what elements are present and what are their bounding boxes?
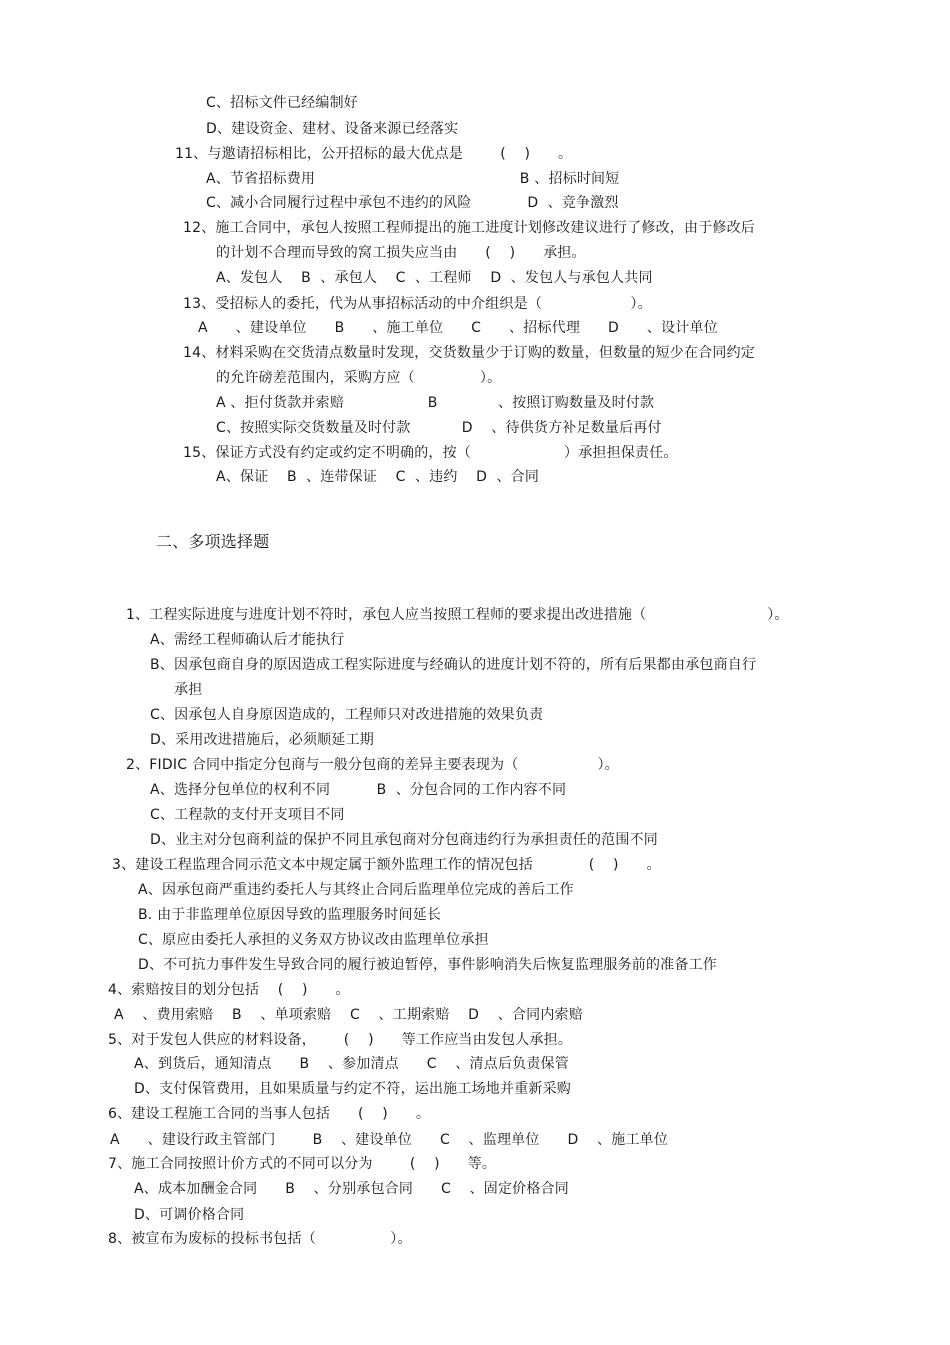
option-line: D、可调价格合同 (134, 1207, 245, 1223)
question-line: 15、保证方式没有约定或约定不明确的，按（ ）承担担保责任。 (183, 445, 678, 461)
option-line: 承担 (174, 682, 203, 698)
question-line: 11、与邀请招标相比，公开招标的最大优点是 ( ) 。 (175, 146, 573, 162)
option-line: C、因承包人自身原因造成的，工程师只对改进措施的效果负责 (150, 707, 544, 723)
option-line: D、建设资金、建材、设备来源已经落实 (206, 121, 459, 137)
question-line: 3、建设工程监理合同示范文本中规定属于额外监理工作的情况包括 ( ) 。 (112, 857, 661, 873)
question-line: 14、材料采购在交货清点数量时发现，交货数量少于订购的数量，但数量的短少在合同约定 (183, 345, 756, 361)
question-line: 7、施工合同按照计价方式的不同可以分为 ( ) 等。 (108, 1156, 497, 1172)
question-line: 1、工程实际进度与进度计划不符时，承包人应当按照工程师的要求提出改进措施（ ）。 (126, 607, 789, 623)
option-line: D、业主对分包商利益的保护不同且承包商对分包商违约行为承担责任的范围不同 (150, 832, 658, 848)
option-line: B. 由于非监理单位原因导致的监理服务时间延长 (138, 907, 442, 923)
option-line: A、需经工程师确认后才能执行 (150, 632, 345, 648)
option-line: A、发包人 B 、承包人 C 、工程师 D 、发包人与承包人共同 (216, 270, 653, 286)
question-line: 2、FIDIC 合同中指定分包商与一般分包商的差异主要表现为（ ）。 (126, 757, 619, 773)
question-line: 的允许磅差范围内，采购方应（ ）。 (216, 370, 502, 386)
option-line: A、保证 B 、连带保证 C 、违约 D 、合同 (216, 469, 540, 485)
option-line: A、因承包商严重违约委托人与其终止合同后监理单位完成的善后工作 (138, 882, 574, 898)
question-line: 的计划不合理而导致的窝工损失应当由 ( ) 承担。 (216, 245, 586, 261)
question-line: 5、对于发包人供应的材料设备， ( ) 等工作应当由发包人承担。 (108, 1032, 573, 1048)
option-line: D、支付保管费用，且如果质量与约定不符，运出施工场地并重新采购 (134, 1081, 571, 1097)
question-line: 13、受招标人的委托，代为从事招标活动的中介组织是（ ）。 (183, 296, 652, 312)
option-line: C、招标文件已经编制好 (206, 95, 358, 111)
option-line: C、原应由委托人承担的义务双方协议改由监理单位承担 (138, 932, 489, 948)
question-line: 4、索赔按目的划分包括 ( ) 。 (108, 982, 350, 998)
option-line: A、选择分包单位的权利不同 B 、分包合同的工作内容不同 (150, 782, 567, 798)
option-line: A、节省招标费用 B 、招标时间短 (206, 171, 620, 187)
option-line: C、减小合同履行过程中承包不违约的风险 D 、竞争激烈 (206, 195, 619, 211)
option-line: A 、拒付货款并索赔 B 、按照订购数量及时付款 (216, 395, 655, 411)
question-line: 8、被宣布为废标的投标书包括（ ）。 (108, 1231, 412, 1247)
option-line: A 、建设行政主管部门 B 、建设单位 C 、监理单位 D 、施工单位 (110, 1132, 669, 1148)
option-line: C、按照实际交货数量及时付款 D 、待供货方补足数量后再付 (216, 420, 662, 436)
option-line: A、到货后，通知清点 B 、参加清点 C 、清点后负责保管 (134, 1056, 569, 1072)
option-line: A 、费用索赔 B 、单项索赔 C 、工期索赔 D 、合同内索赔 (114, 1007, 583, 1023)
section-heading: 二、多项选择题 (156, 532, 270, 551)
option-line: C、工程款的支付开支项目不同 (150, 807, 345, 823)
option-line: A 、建设单位 B 、施工单位 C 、招标代理 D 、设计单位 (198, 320, 718, 336)
option-line: D、采用改进措施后，必须顺延工期 (150, 732, 374, 748)
option-line: D、不可抗力事件发生导致合同的履行被迫暂停，事件影响消失后恢复监理服务前的准备工作 (138, 957, 717, 973)
option-line: A、成本加酬金合同 B 、分别承包合同 C 、固定价格合同 (134, 1181, 569, 1197)
option-line: B、因承包商自身的原因造成工程实际进度与经确认的进度计划不符的，所有后果都由承包商自行 (150, 657, 757, 673)
question-line: 12、施工合同中，承包人按照工程师提出的施工进度计划修改建议进行了修改，由于修改后 (183, 220, 756, 236)
question-line: 6、建设工程施工合同的当事人包括 ( ) 。 (108, 1106, 431, 1122)
